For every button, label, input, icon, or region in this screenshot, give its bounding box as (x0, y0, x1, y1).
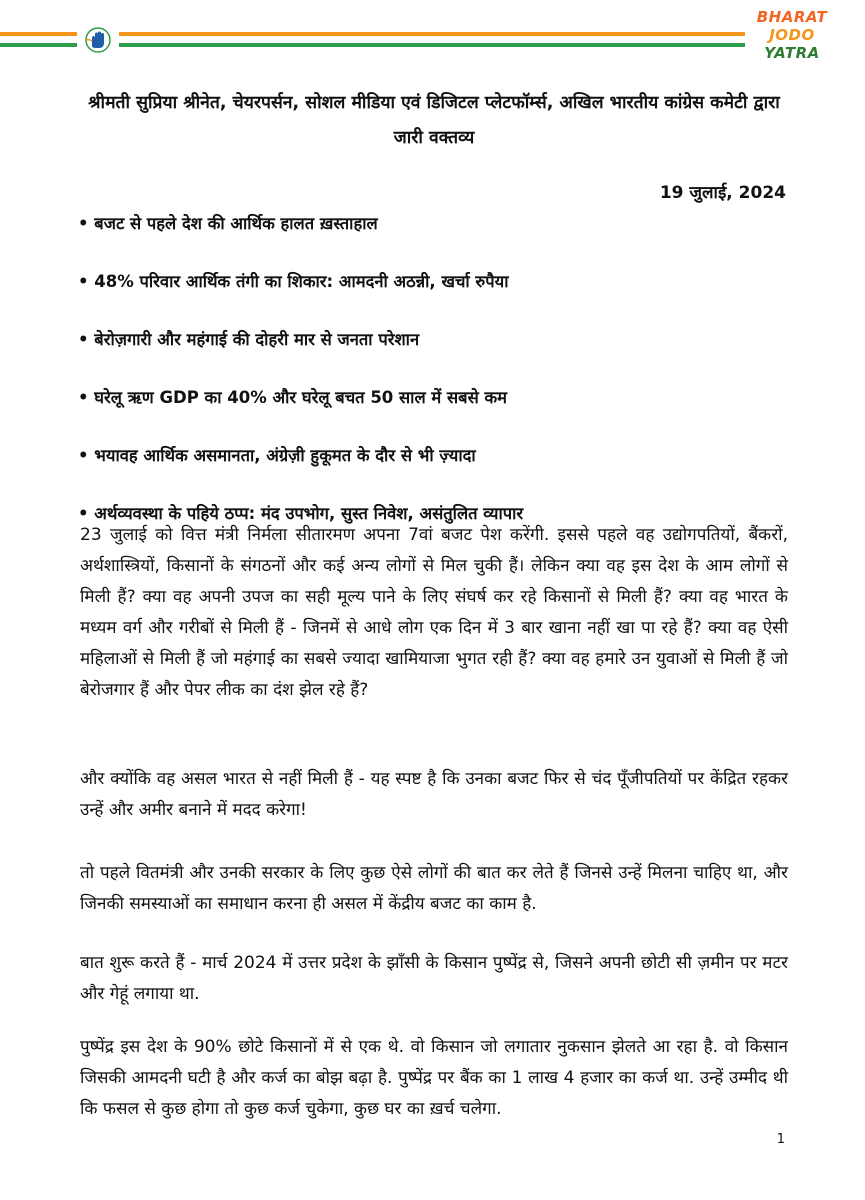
key-point: • भयावह आर्थिक असमानता, अंग्रेज़ी हुकूमत के दौर से भी ज़्यादा (78, 446, 476, 465)
body-paragraph: बात शुरू करते हैं - मार्च 2024 में उत्तर प्रदेश के झाँसी के किसान पुष्पेंद्र से, जिसने अपनी छोटी सी ज़मीन पर मटर और गेहूं लगाया था. (80, 953, 788, 1004)
logo-word-jodo: JODO (769, 26, 815, 44)
document-title: श्रीमती सुप्रिया श्रीनेत, चेयरपर्सन, सोशल मीडिया एवं डिजिटल प्लेटफॉर्म्स, अखिल भारतीय कांग्रेस कमेटी द्वारा जारी वक्तव्य (88, 93, 780, 148)
body-paragraph: तो पहले वितमंत्री और उनकी सरकार के लिए कुछ ऐसे लोगों की बात कर लेते हैं जिनसे उन्हें मिलना चाहिए था, और जिनकी समस्याओं का समाधान करना ही असल में केंद्रीय बजट का काम है. (80, 863, 788, 914)
hand-emblem-icon (77, 26, 119, 54)
body-paragraph: और क्योंकि वह असल भारत से नहीं मिली हैं - यह स्पष्ट है कि उनका बजट फिर से चंद पूँजीपतियों पर केंद्रित रहकर उन्हें और अमीर बनाने में मदद करेगा! (80, 769, 788, 820)
key-point: • 48% परिवार आर्थिक तंगी का शिकार: आमदनी अठन्नी, खर्चा रुपैया (78, 272, 509, 291)
header-band (0, 26, 745, 56)
document-date: 19 जुलाई, 2024 (659, 183, 786, 203)
key-points-list (78, 209, 788, 557)
key-point: • बेरोज़गारी और महंगाई की दोहरी मार से जनता परेशान (78, 330, 420, 349)
body-paragraph: पुष्पेंद्र इस देश के 90% छोटे किसानों में से एक थे. वो किसान जो लगातार नुकसान झेलते आ रहा है. वो किसान जिसकी आमदनी घटी है और कर्ज का बोझ बढ़ा है. पुष्पेंद्र पर बैंक का 1 लाख 4 हजार का कर्ज था. उन्हें उम्मीद थी कि फसल से कुछ होगा तो कुछ कर्ज चुकेगा, कुछ घर का ख़र्च चलेगा. (80, 1037, 788, 1119)
logo-word-bharat: BHARAT (756, 8, 828, 26)
page-number: 1 (776, 1132, 785, 1147)
key-point: • अर्थव्यवस्था के पहिये ठप्प: मंद उपभोग, सुस्त निवेश, असंतुलित व्यापार (78, 504, 524, 523)
logo-word-yatra: YATRA (764, 44, 820, 62)
body-paragraph: 23 जुलाई को वित्त मंत्री निर्मला सीतारमण अपना 7वां बजट पेश करेंगी. इससे पहले वह उद्योगपतियों, बैंकरों, अर्थशास्त्रियों, किसानों के संगठनों और कई अन्य लोगों से मिल चुकी हैं। लेकिन क्या वह इस देश के आम लोगों से मिली हैं? क्या वह अपनी उपज का सही मूल्य पाने के लिए संघर्ष कर रहे किसानों से मिली हैं? क्या वह भारत के मध्यम वर्ग और गरीबों से मिली हैं - जिनमें से आधे लोग एक दिन में 3 बार खाना नहीं खा पा रहे हैं? क्या वह ऐसी महिलाओं से मिली हैं जो महंगाई का सबसे ज्यादा खामियाजा भुगत रही हैं? क्या वह हमारे उन युवाओं से मिली हैं जो बेरोजगार हैं और पेपर लीक का दंश झेल रहे हैं? (80, 525, 788, 700)
key-point: • घरेलू ऋण GDP का 40% और घरेलू बचत 50 साल में सबसे कम (78, 388, 508, 407)
key-point: • बजट से पहले देश की आर्थिक हालत ख़स्ताहाल (78, 214, 378, 233)
bharat-jodo-yatra-logo (748, 10, 836, 61)
